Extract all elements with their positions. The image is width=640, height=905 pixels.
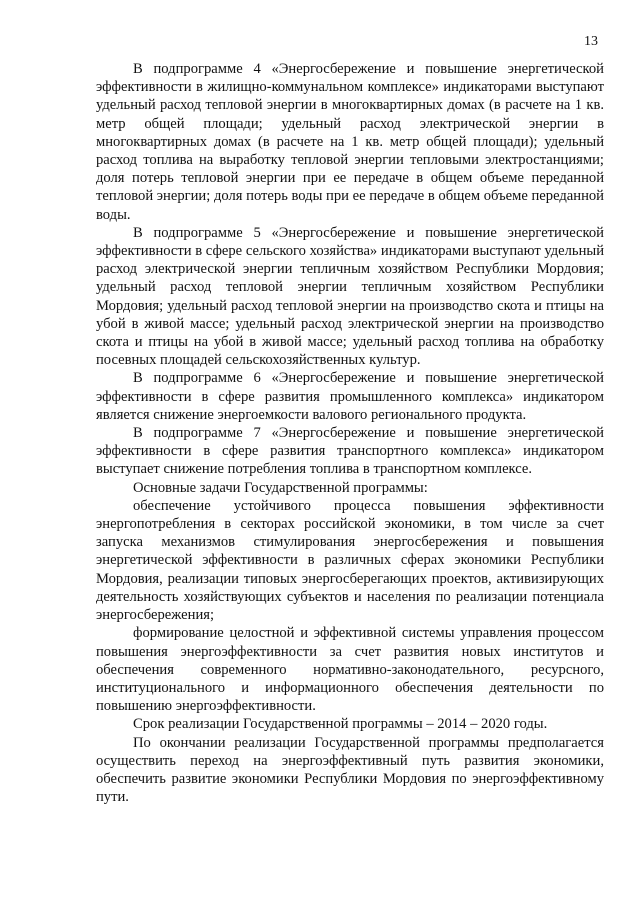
paragraph-task-2: формирование целостной и эффективной системы управления процессом повышения энергоэффективности за счет развития новых институтов и обеспечения современного нормативно-законодательного, ресурсного, институционального и информационного обеспечения деятельности по повышению энергоэффективности.: [96, 625, 604, 715]
paragraph-task-1: обеспечение устойчивого процесса повышения эффективности энергопотребления в секторах российской экономики, в том числе за счет запуска механизмов стимулирования энергосбережения и повышения энергетической эффективности в различных сферах экономики Республики Мордовия, реализации типовых энергосберегающих проектов, активизирующих деятельность хозяйствующих субъектов и населения по реализации потенциала энергосбережения;: [96, 497, 604, 624]
paragraph-main-tasks-heading: Основные задачи Государственной программы:: [133, 479, 428, 496]
paragraph-outcome: По окончании реализации Государственной программы предполагается осуществить переход на энергоэффективный путь развития экономики, обеспечить развитие экономики Республики Мордовия по энергоэффективному пути.: [96, 734, 604, 806]
paragraph-subprogram-6: В подпрограмме 6 «Энергосбережение и повышение энергетической эффективности в сфере развития промышленного комплекса» индикатором является снижение энергоемкости валового регионального продукта.: [96, 370, 604, 423]
paragraph-implementation-period: Срок реализации Государственной программы – 2014 – 2020 годы.: [133, 716, 548, 733]
document-body: [96, 60, 604, 806]
paragraph-subprogram-7: В подпрограмме 7 «Энергосбережение и повышение энергетической эффективности в сфере развития транспортного комплекса» индикатором выступает снижение потребления топлива в транспортном комплексе.: [96, 425, 604, 478]
paragraph-subprogram-5: В подпрограмме 5 «Энергосбережение и повышение энергетической эффективности в сфере сельского хозяйства» индикаторами выступают удельный расход электрической энергии тепличным хозяйством Республики Мордовия; удельный расход тепловой энергии тепличным хозяйством Республики Мордовия; удельный расход тепловой энергии на производство скота и птицы на убой в живой массе; удельный расход электрической энергии на производство скота и птицы на убой в живой массе; удельный расход топлива на обработку посевных площадей сельскохозяйственных культур.: [96, 224, 604, 369]
page-number: 13: [584, 34, 598, 49]
paragraph-subprogram-4: В подпрограмме 4 «Энергосбережение и повышение энергетической эффективности в жилищно-коммунальном комплексе» индикаторами выступают удельный расход тепловой энергии в многоквартирных домах (в расчете на 1 кв. метр общей площади; удельный расход электрической энергии в многоквартирных домах (в расчете на 1 кв. метр общей площади); удельный расход топлива на выработку тепловой энергии тепловыми электростанциями; доля потерь тепловой энергии при ее передаче в общем объеме переданной тепловой энергии; доля потерь воды при ее передаче в общем объеме переданной воды.: [96, 61, 604, 223]
